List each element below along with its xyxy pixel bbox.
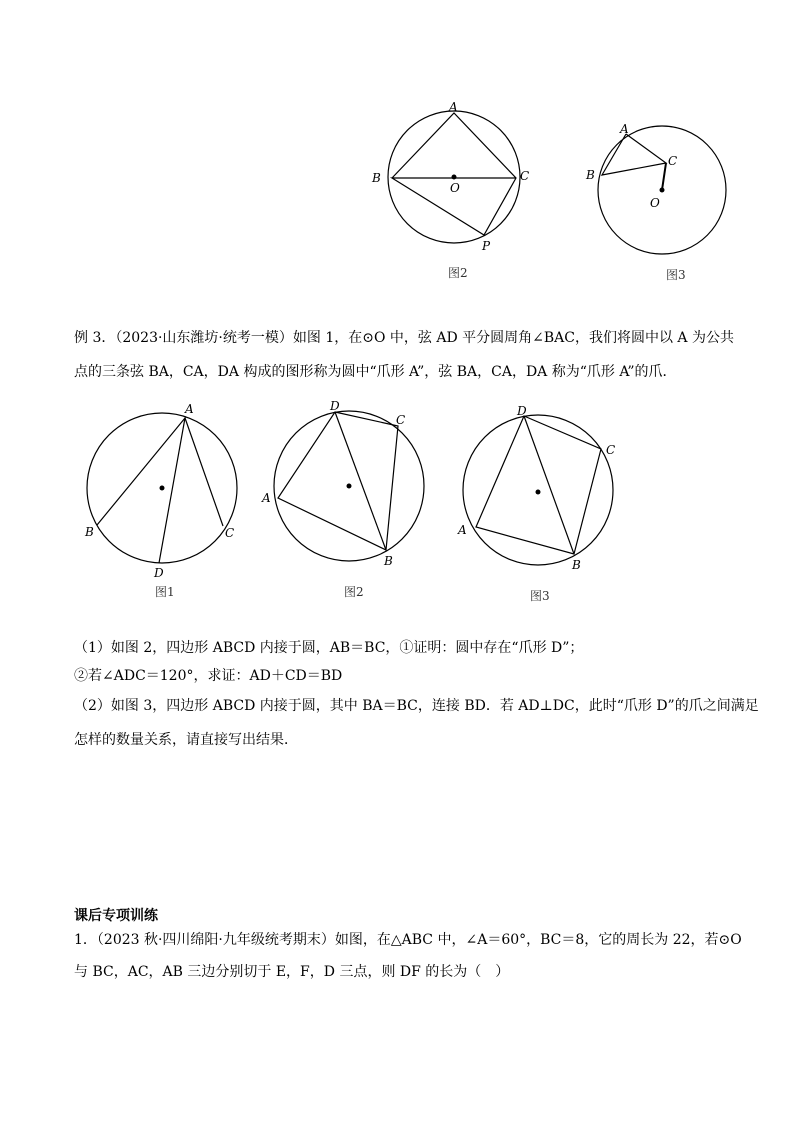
svg-text:O: O [450,181,460,195]
example3-figure-2 [258,398,438,608]
training-q1-line2: 与 BC，AC，AB 三边分别切于 E，F，D 三点，则 DF 的长为（ ） [74,964,510,980]
svg-text:D: D [154,566,164,580]
training-q1-line1: 1．（2023 秋·四川绵阳·九年级统考期末）如图，在△ABC 中，∠A＝60°，BC＝8，它的周长为 22，若⊙O [74,932,742,948]
top-figure-3 [580,115,740,295]
example3-figure-3 [456,402,636,612]
svg-text:B: B [85,525,94,539]
svg-text:P: P [482,239,491,253]
svg-text:C: C [606,443,616,457]
svg-text:O: O [650,196,660,210]
svg-text:A: A [458,523,467,537]
example3-q1-line1: （1）如图 2，四边形 ABCD 内接于圆，AB＝BC，①证明：圆中存在“爪形 D”； [74,640,584,656]
svg-text:A: A [620,122,629,136]
svg-text:图3: 图3 [530,589,550,603]
example3-line2: 点的三条弦 BA，CA，DA 构成的图形称为圆中“爪形 A”，弦 BA，CA，DA 称为“爪形 A”的爪． [74,364,677,380]
example3-line1: 例 3．（2023·山东潍坊·统考一模）如图 1，在⊙O 中，弦 AD 平分圆周角∠BAC，我们将圆中以 A 为公共 [74,330,734,346]
svg-text:图2: 图2 [344,585,364,599]
svg-text:B: B [384,554,393,568]
top-figure-2 [360,95,540,295]
svg-text:D: D [330,399,340,413]
svg-text:D: D [517,404,527,418]
svg-text:B: B [572,558,581,572]
svg-text:A: A [262,491,271,505]
svg-text:C: C [668,154,678,168]
svg-text:A: A [185,402,194,416]
svg-text:C: C [396,413,406,427]
svg-text:图2: 图2 [448,266,468,280]
svg-text:C: C [225,526,235,540]
example3-q1-line2: ②若∠ADC＝120°，求证：AD＋CD＝BD [74,668,343,684]
training-heading: 课后专项训练 [74,908,158,924]
svg-text:B: B [586,168,595,182]
svg-text:B: B [372,171,381,185]
svg-text:A: A [449,100,458,114]
example3-q2-line1: （2）如图 3，四边形 ABCD 内接于圆，其中 BA＝BC，连接 BD．若 AD⊥DC，此时“爪形 D”的爪之间满足 [74,698,759,714]
example3-q2-line2: 怎样的数量关系，请直接写出结果． [74,732,298,748]
example3-figure-1 [75,398,255,608]
svg-text:图3: 图3 [666,268,686,282]
svg-text:图1: 图1 [155,585,175,599]
svg-text:C: C [520,169,530,183]
